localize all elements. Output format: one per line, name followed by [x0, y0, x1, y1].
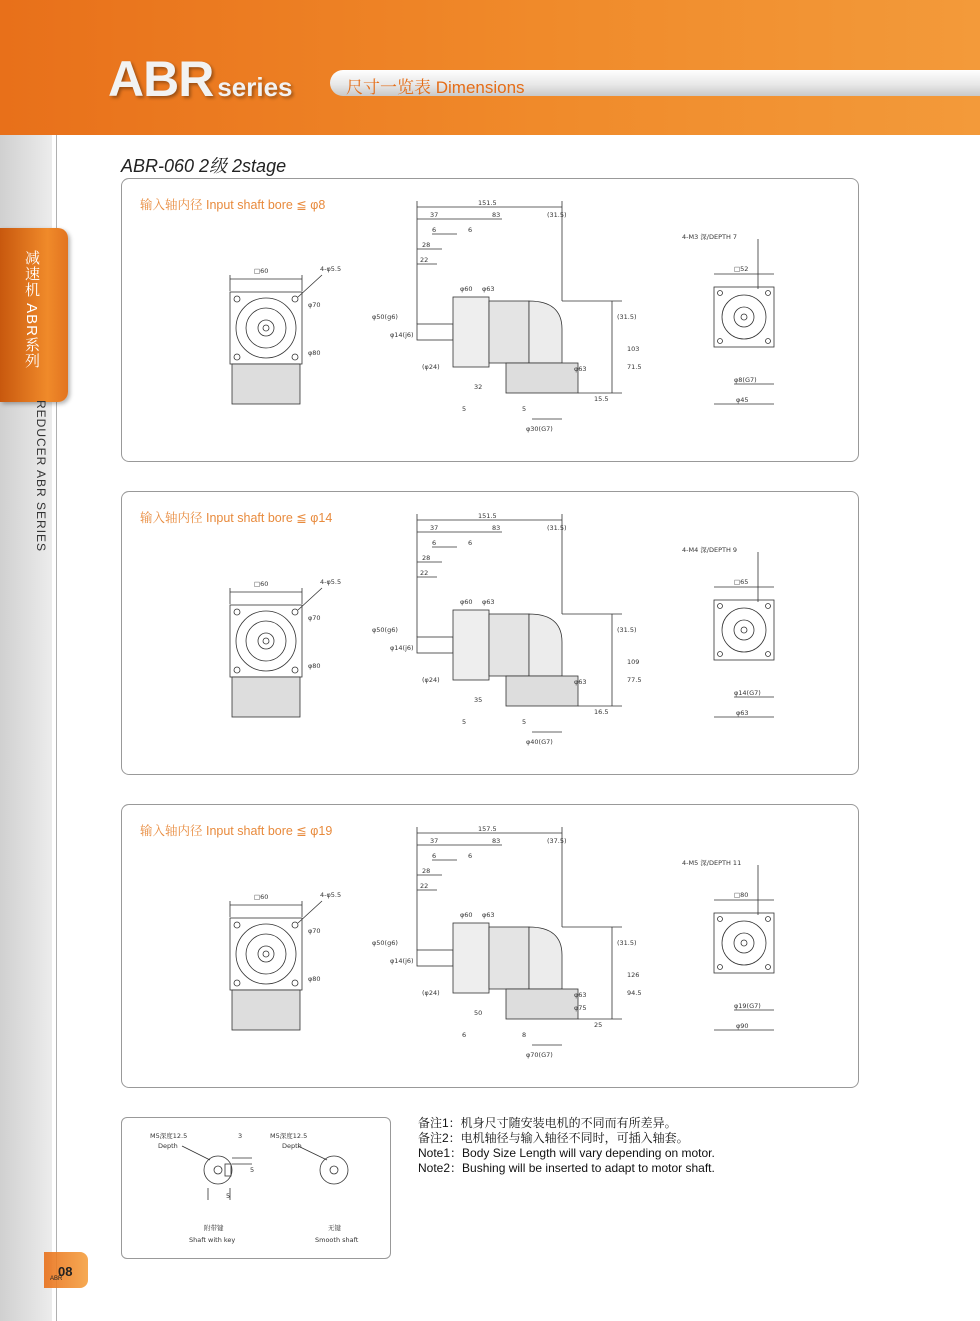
- side-phi63a: φ63: [482, 598, 495, 606]
- key-dim-5a: 5: [250, 1166, 255, 1174]
- side-d315: (37.5): [547, 837, 567, 845]
- side-d315v: (31.5): [617, 313, 637, 321]
- end-pcd: φ45: [736, 396, 749, 404]
- side-d6b: 6: [468, 852, 473, 860]
- front-outer: φ80: [308, 349, 321, 357]
- section-title: 尺寸一览表 Dimensions: [346, 78, 525, 97]
- end-bore: φ8(G7): [734, 376, 757, 384]
- logo-series: series: [217, 72, 293, 102]
- side-phi-shaft: φ14(j6): [390, 957, 414, 965]
- end-bore: φ14(G7): [734, 689, 761, 697]
- key-dim-3: 3: [238, 1132, 243, 1140]
- side-d22: 22: [420, 882, 429, 890]
- front-outer: φ80: [308, 662, 321, 670]
- side-total: 151.5: [478, 199, 497, 207]
- dimension-panel-2: [121, 491, 859, 775]
- front-flange: [230, 292, 302, 364]
- side-total: 151.5: [478, 512, 497, 520]
- side-tab-label: 减速机 ABR系列: [23, 250, 40, 370]
- front-pcd: φ70: [308, 301, 321, 309]
- side-d32: 50: [474, 1009, 483, 1017]
- notes-block: [418, 1116, 715, 1176]
- dimension-drawing: [122, 179, 858, 461]
- front-square: □60: [254, 267, 269, 275]
- dimension-drawing: [122, 492, 858, 774]
- section-title-bar: [330, 70, 980, 96]
- side-d28: 28: [422, 867, 431, 875]
- side-d5: 5: [462, 405, 467, 413]
- side-d83: 83: [492, 524, 501, 532]
- side-d155: 16.5: [594, 708, 609, 716]
- side-d28: 28: [422, 554, 431, 562]
- bore-label: 输入轴内径 Input shaft bore ≦ φ14: [140, 511, 333, 525]
- front-holes: 4-φ5.5: [320, 578, 342, 586]
- side-d155: 15.5: [594, 395, 609, 403]
- front-flange: [230, 605, 302, 677]
- note-line: 备注2：电机轴径与输入轴径不同时，可插入轴套。: [418, 1131, 689, 1145]
- side-phi-out: φ63: [574, 991, 587, 999]
- note-line: Note1：Body Size Length will vary depending on motor.: [418, 1146, 715, 1160]
- side-phi75: φ75: [574, 1004, 587, 1012]
- shaft-detail-panel: [121, 1117, 391, 1259]
- side-d315v: (31.5): [617, 626, 637, 634]
- side-phi-shaft: φ14(j6): [390, 331, 414, 339]
- side-d32: 32: [474, 383, 483, 391]
- model-title: ABR-060 2级 2stage: [121, 156, 287, 176]
- key-depth-label: Depth: [158, 1142, 178, 1150]
- side-total: 157.5: [478, 825, 497, 833]
- side-d22: 22: [420, 569, 429, 577]
- side-d6a: 6: [432, 539, 437, 547]
- side-phi-spigot: φ50(g6): [372, 626, 398, 634]
- side-phi24: (φ24): [422, 989, 440, 997]
- smooth-label-en: Smooth shaft: [315, 1236, 359, 1244]
- dimension-panel-3: [121, 804, 859, 1088]
- side-phi-bore: φ70(G7): [526, 1051, 553, 1059]
- smooth-label-cn: 无键: [328, 1224, 341, 1232]
- side-phi63a: φ63: [482, 285, 495, 293]
- side-phi-bore: φ40(G7): [526, 738, 553, 746]
- bore-label: 输入轴内径 Input shaft bore ≦ φ8: [140, 198, 326, 212]
- side-phi-out: φ63: [574, 365, 587, 373]
- side-phi60: φ60: [460, 598, 473, 606]
- key-label-en: Shaft with key: [189, 1236, 236, 1244]
- side-d28: 28: [422, 241, 431, 249]
- side-series-label: REDUCER ABR SERIES: [34, 400, 48, 553]
- side-d155: 25: [594, 1021, 603, 1029]
- side-d5: 5: [462, 718, 467, 726]
- side-d315: (31.5): [547, 524, 567, 532]
- side-d6b: 6: [468, 226, 473, 234]
- side-d715: 71.5: [627, 363, 642, 371]
- page-number: 08: [58, 1264, 73, 1279]
- side-d83: 83: [492, 211, 501, 219]
- side-d5b: 5: [522, 405, 527, 413]
- side-d6a: 6: [432, 226, 437, 234]
- side-phi-out: φ63: [574, 678, 587, 686]
- side-d83: 83: [492, 837, 501, 845]
- bore-label: 输入轴内径 Input shaft bore ≦ φ19: [140, 824, 333, 838]
- end-square: □80: [734, 891, 749, 899]
- smooth-tap-label: M5深度12.5: [270, 1132, 308, 1140]
- side-d32: 35: [474, 696, 483, 704]
- key-label-cn: 附带键: [204, 1224, 224, 1232]
- shaft-detail-drawing: [122, 1118, 390, 1258]
- page-header: [0, 0, 980, 135]
- smooth-depth-label: Depth: [282, 1142, 302, 1150]
- front-flange: [230, 918, 302, 990]
- series-logo: [108, 50, 293, 108]
- side-d6b: 6: [468, 539, 473, 547]
- side-d5b: 5: [522, 718, 527, 726]
- side-d6a: 6: [432, 852, 437, 860]
- front-pcd: φ70: [308, 614, 321, 622]
- note-line: Note2：Bushing will be inserted to adapt to motor shaft.: [418, 1161, 715, 1175]
- key-dim-5b: 5: [226, 1192, 231, 1200]
- side-d103: 109: [627, 658, 640, 666]
- end-pcd: φ63: [736, 709, 749, 717]
- front-square: □60: [254, 580, 269, 588]
- side-d37: 37: [430, 211, 439, 219]
- side-phi-spigot: φ50(g6): [372, 939, 398, 947]
- end-holes: 4-M4 深/DEPTH 9: [682, 546, 738, 554]
- front-holes: 4-φ5.5: [320, 891, 342, 899]
- side-phi24: (φ24): [422, 363, 440, 371]
- logo-main: ABR: [108, 51, 214, 107]
- end-bore: φ19(G7): [734, 1002, 761, 1010]
- side-d5b: 8: [522, 1031, 527, 1039]
- end-square: □52: [734, 265, 749, 273]
- end-holes: 4-M3 深/DEPTH 7: [682, 233, 738, 241]
- front-square: □60: [254, 893, 269, 901]
- side-d103: 126: [627, 971, 640, 979]
- front-outer: φ80: [308, 975, 321, 983]
- side-d715: 77.5: [627, 676, 642, 684]
- side-phi-bore: φ30(G7): [526, 425, 553, 433]
- side-d22: 22: [420, 256, 429, 264]
- side-d315v: (31.5): [617, 939, 637, 947]
- side-phi24: (φ24): [422, 676, 440, 684]
- side-d315: (31.5): [547, 211, 567, 219]
- side-phi-shaft: φ14(j6): [390, 644, 414, 652]
- front-pcd: φ70: [308, 927, 321, 935]
- end-holes: 4-M5 深/DEPTH 11: [682, 859, 742, 867]
- side-d37: 37: [430, 837, 439, 845]
- side-phi63a: φ63: [482, 911, 495, 919]
- dimension-panel-1: [121, 178, 859, 462]
- side-d715: 94.5: [627, 989, 642, 997]
- side-phi-spigot: φ50(g6): [372, 313, 398, 321]
- end-pcd: φ90: [736, 1022, 749, 1030]
- key-tap-label: M5深度12.5: [150, 1132, 188, 1140]
- side-d5: 6: [462, 1031, 467, 1039]
- side-phi60: φ60: [460, 285, 473, 293]
- side-d37: 37: [430, 524, 439, 532]
- page-number-sub: ABR: [50, 1276, 63, 1282]
- side-phi60: φ60: [460, 911, 473, 919]
- dimension-drawing: [122, 805, 858, 1087]
- side-d103: 103: [627, 345, 640, 353]
- front-holes: 4-φ5.5: [320, 265, 342, 273]
- end-square: □65: [734, 578, 749, 586]
- note-line: 备注1：机身尺寸随安装电机的不同而有所差异。: [418, 1116, 677, 1130]
